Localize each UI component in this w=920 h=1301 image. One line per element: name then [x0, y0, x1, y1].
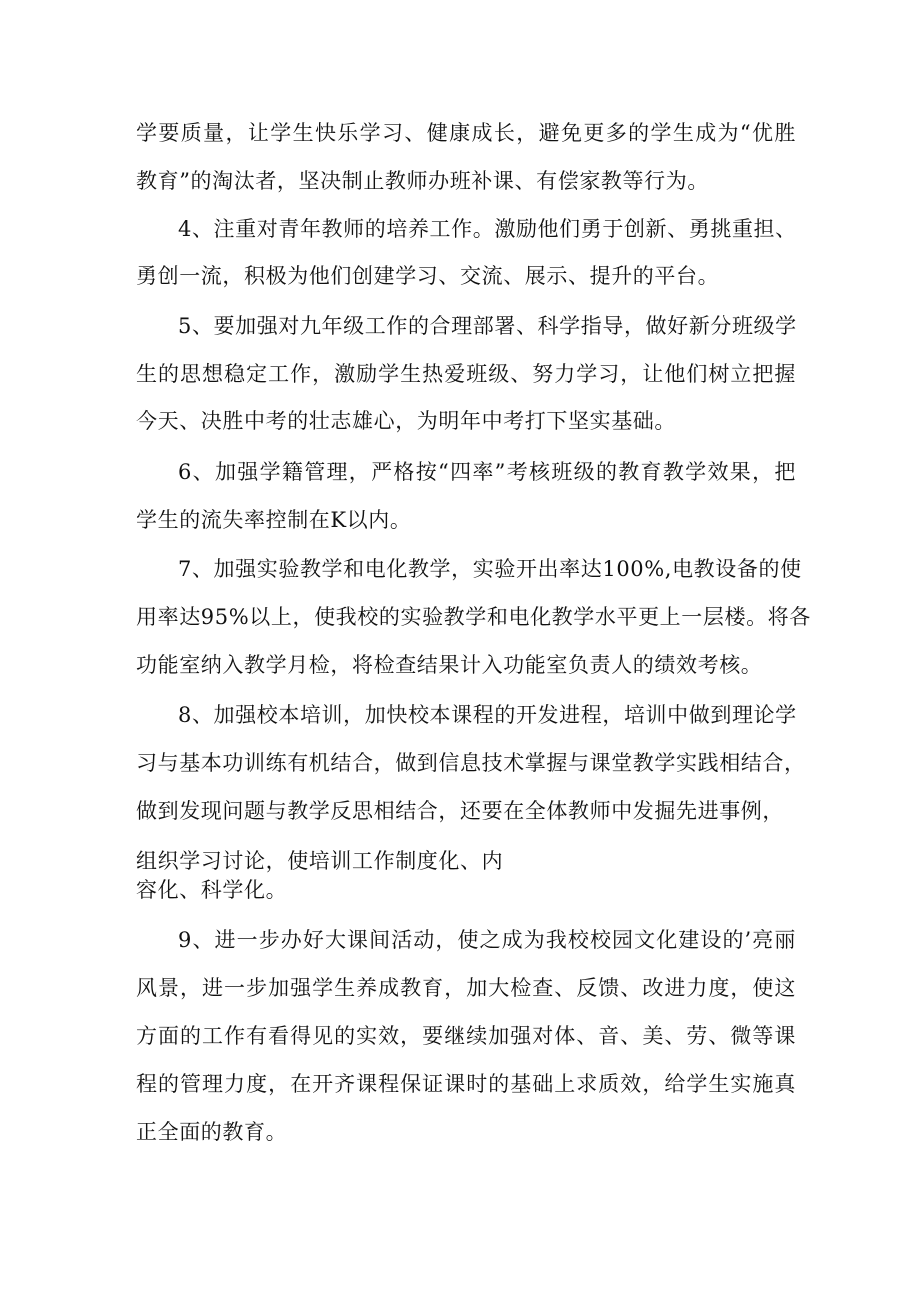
text-line: 做到发现问题与教学反思相结合，还要在全体教师中发掘先进事例， [136, 799, 784, 823]
text-line: 学要质量，让学生快乐学习、健康成长，避免更多的学生成为“优胜 [136, 121, 796, 145]
text-line: 教育”的淘汰者，坚决制止教师办班补课、有偿家教等行为。 [136, 169, 709, 193]
text-line: 程的管理力度，在开齐课程保证课时的基础上求质效，给学生实施真 [136, 1072, 796, 1096]
text-line: 用率达95%以上，使我校的实验教学和电化教学水平更上一层楼。将各 [136, 605, 811, 629]
text-line: 5、要加强对九年级工作的合理部署、科学指导，做好新分班级学 [178, 314, 797, 338]
text-line: 7、加强实验教学和电化教学，实验开出率达100%,电教设备的使 [178, 557, 802, 581]
text-line: 4、注重对青年教师的培养工作。激励他们勇于创新、勇挑重担、 [178, 217, 797, 241]
text-line: 学生的流失率控制在K以内。 [136, 508, 412, 532]
text-line: 6、加强学籍管理，严格按“四率”考核班级的教育教学效果，把 [178, 460, 796, 484]
text-line: 8、加强校本培训，加快校本课程的开发进程，培训中做到理论学 [178, 703, 797, 727]
text-line: 生的思想稳定工作，激励学生热爱班级、努力学习，让他们树立把握 [136, 362, 796, 386]
text-line: 风景，进一步加强学生养成教育，加大检查、反馈、改进力度，使这 [136, 976, 796, 1000]
text-line: 9、进一步办好大课间活动，使之成为我校校园文化建设的’亮丽 [178, 928, 796, 952]
text-line: 容化、科学化。 [136, 878, 288, 902]
text-line: 组织学习讨论，使培训工作制度化、内 [136, 849, 504, 873]
text-line: 方面的工作有看得见的实效，要继续加强对体、音、美、劳、微等课 [136, 1024, 796, 1048]
text-line: 正全面的教育。 [136, 1120, 288, 1144]
text-line: 今天、决胜中考的壮志雄心，为明年中考打下坚实基础。 [136, 409, 676, 433]
text-line: 习与基本功训练有机结合，做到信息技术掌握与课堂教学实践相结合， [136, 751, 806, 775]
text-line: 功能室纳入教学月检，将检查结果计入功能室负责人的绩效考核。 [136, 653, 763, 677]
text-line: 勇创一流，积极为他们创建学习、交流、展示、提升的平台。 [136, 264, 720, 288]
